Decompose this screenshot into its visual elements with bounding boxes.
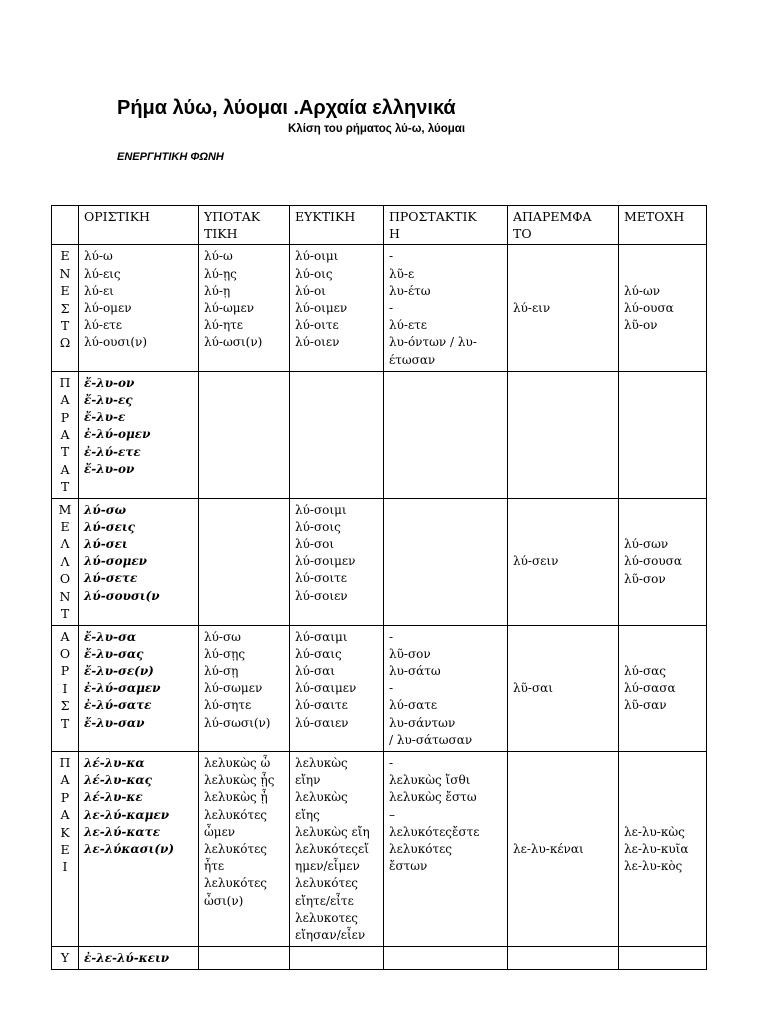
form-line: ὦσι(ν) — [204, 893, 244, 908]
form-line: λελυκότεςεἴ — [295, 841, 369, 856]
form-line: ἔ-λυ-ε — [84, 410, 126, 425]
tense-label-future — [52, 498, 79, 625]
form-line: - — [389, 681, 394, 696]
form-line: λύ-σουσι(ν — [84, 588, 160, 603]
tense-letter: Π — [59, 374, 71, 390]
form-line: – — [389, 807, 395, 822]
form-line: λελυκὼς ᾖ — [204, 790, 268, 805]
form-line: λύ-ειν — [513, 301, 551, 316]
form-line: λελυκότες — [204, 876, 268, 891]
form-line: λελυκότες — [295, 876, 359, 891]
form-line: λύ-οιμεν — [295, 301, 348, 316]
form-line: λύ-σοιμεν — [295, 554, 356, 569]
tense-label-perfect — [52, 751, 79, 946]
form-line: - — [389, 755, 394, 770]
tense-letter: Α — [60, 427, 70, 443]
page-subtitle: Κλίση του ρήματος λύ-ω, λύομαι — [288, 123, 466, 135]
form-line: ΜΕΤΟΧΗ — [624, 209, 685, 224]
form-line: - — [389, 301, 394, 316]
header-infinitive — [508, 206, 619, 245]
aorist-imperative — [384, 625, 508, 751]
form-line: λελυκοτες — [295, 910, 359, 925]
form-line: λύ-ῃ — [204, 283, 231, 298]
imperfect-indicative — [79, 371, 199, 498]
form-line: λύ-σας — [624, 663, 666, 678]
tense-letter: Ι — [62, 859, 68, 875]
form-line: λε-λύ-κατε — [84, 824, 161, 839]
row-perfect — [52, 751, 707, 946]
form-line: λύ-σαιμεν — [295, 681, 357, 696]
form-line: λύ-οιεν — [295, 335, 340, 350]
form-line: εἴητε/εἶτε — [295, 893, 354, 908]
form-line: εἴης — [295, 807, 320, 822]
form-line: ἔ-λυ-ον — [84, 375, 135, 390]
tense-label-present — [52, 245, 79, 371]
pluperfect-indicative — [79, 947, 199, 970]
form-line: λύ-σῃ — [204, 663, 239, 678]
form-line: λελυκὼς ᾖς — [204, 773, 275, 788]
form-line: λύ-ουσα — [624, 301, 674, 316]
form-line: λύ-σειν — [513, 554, 559, 569]
row-future — [52, 498, 707, 625]
form-line: λελυκότες — [389, 841, 453, 856]
tense-letter: Ν — [59, 265, 71, 281]
imperfect-participle — [619, 371, 707, 498]
present-imperative — [384, 245, 508, 371]
form-line: λύ-εις — [84, 266, 121, 281]
tense-letter: Ε — [60, 283, 70, 299]
tense-letter: Α — [60, 772, 70, 788]
header-participle — [619, 206, 707, 245]
form-line: λύ-ουσι(ν) — [84, 335, 148, 350]
form-line: λελυκὼς — [295, 755, 348, 770]
form-line: ἔ-λυ-σας — [84, 646, 144, 661]
future-participle — [619, 498, 707, 625]
form-line: λέ-λυ-κα — [84, 755, 145, 770]
tense-letter: Τ — [60, 479, 70, 495]
aorist-participle — [619, 625, 707, 751]
tense-letter: Ε — [60, 248, 70, 264]
perfect-subjunctive — [199, 751, 290, 946]
tense-label-imperfect — [52, 371, 79, 498]
form-line: λύ-ωμεν — [204, 301, 255, 316]
voice-heading: ΕΝΕΡΓΗΤΙΚΗ ΦΩΝΗ — [117, 151, 224, 163]
form-line: λύ-ων — [624, 283, 661, 298]
form-line: λῦ-ε — [389, 266, 415, 281]
form-line: λύ-σομεν — [84, 554, 147, 569]
form-line: λύ-σω — [204, 629, 241, 644]
form-line: λῦ-σον — [389, 646, 431, 661]
form-line: ἐ-λύ-ομεν — [84, 427, 151, 442]
row-pluperfect — [52, 947, 707, 970]
tense-label-pluperfect — [52, 947, 79, 970]
form-line: λύ-σοι — [295, 537, 335, 552]
form-line: λῦ-ον — [624, 318, 658, 333]
perfect-optative — [290, 751, 384, 946]
form-line: ημεν/εἶμεν — [295, 859, 360, 874]
aorist-subjunctive — [199, 625, 290, 751]
form-line: λύ-σαις — [295, 646, 342, 661]
form-line: λύ-οιμι — [295, 249, 339, 264]
form-line: ἐ-λε-λύ-κειν — [84, 951, 170, 966]
perfect-indicative — [79, 751, 199, 946]
form-line: / λυ-σάτωσαν — [389, 732, 473, 747]
perfect-participle — [619, 751, 707, 946]
header-imperative — [384, 206, 508, 245]
form-line: λύ-ῃς — [204, 266, 237, 281]
imperfect-subjunctive — [199, 371, 290, 498]
form-line: λύ-σαι — [295, 663, 335, 678]
form-line: λελυκότεςἔστε — [389, 824, 480, 839]
form-line: λε-λύκασι(ν) — [84, 841, 174, 856]
form-line: λελυκὼς ὦ — [204, 755, 271, 770]
form-line: λύ-σητε — [204, 698, 252, 713]
header-subjunctive — [199, 206, 290, 245]
future-optative — [290, 498, 384, 625]
tense-letter: Κ — [60, 824, 70, 840]
form-line: ἦτε — [204, 859, 225, 874]
imperfect-optative — [290, 371, 384, 498]
form-line: λυ-σάτω — [389, 663, 441, 678]
form-line: λύ-σατε — [389, 698, 438, 713]
form-line: λύ-σαιμι — [295, 629, 348, 644]
form-line: λύ-ει — [84, 283, 114, 298]
conjugation-table — [51, 205, 707, 970]
form-line: λύ-ω — [84, 249, 113, 264]
pluperfect-infinitive — [508, 947, 619, 970]
tense-letter: Τ — [60, 715, 70, 731]
form-line: λύ-οις — [295, 266, 333, 281]
present-optative — [290, 245, 384, 371]
page-title: Ρήμα λύω, λύομαι .Αρχαία ελληνικά — [117, 97, 456, 119]
form-line: ΤΙΚΗ — [204, 226, 238, 242]
form-line: λε-λυ-κὸς — [624, 859, 683, 874]
tense-letter: Ρ — [60, 409, 70, 425]
form-line: λύ-σουσα — [624, 554, 682, 569]
form-line: ἔ-λυ-σαν — [84, 715, 145, 730]
tense-letter: Τ — [60, 318, 70, 334]
form-line: λύ-σοιμι — [295, 502, 347, 517]
form-line: λύ-σω — [84, 502, 126, 517]
form-line: λύ-ομεν — [84, 301, 132, 316]
pluperfect-optative — [290, 947, 384, 970]
row-aorist — [52, 625, 707, 751]
tense-letter: Α — [60, 392, 70, 408]
form-line: λυ-σάντων — [389, 715, 456, 730]
form-line: λύ-ητε — [204, 318, 243, 333]
form-line: λέ-λυ-κας — [84, 773, 152, 788]
form-line: λελυκὼς ἴσθι — [389, 773, 471, 788]
perfect-imperative — [384, 751, 508, 946]
form-line: λύ-ωσι(ν) — [204, 335, 263, 350]
form-line: λύ-σει — [84, 537, 128, 552]
perfect-infinitive — [508, 751, 619, 946]
tense-letter: Ι — [62, 680, 68, 696]
form-line: ἔ-λυ-ες — [84, 393, 133, 408]
form-line: λελυκότες — [204, 841, 268, 856]
form-line: λύ-οιτε — [295, 318, 339, 333]
form-line: ἔ-λυ-σα — [84, 629, 137, 644]
present-participle — [619, 245, 707, 371]
form-line: λύ-σαιεν — [295, 715, 349, 730]
aorist-indicative — [79, 625, 199, 751]
form-line: λύ-σωμεν — [204, 681, 263, 696]
tense-letter: Σ — [60, 300, 70, 316]
form-line: λύ-ετε — [84, 318, 123, 333]
form-line: λύ-σῃς — [204, 646, 246, 661]
form-line: λε-λυ-κέναι — [513, 841, 584, 856]
tense-letter: Ο — [59, 645, 71, 661]
form-line: λελυκὼς — [295, 790, 348, 805]
header-optative — [290, 206, 384, 245]
form-line: λύ-ω — [204, 249, 233, 264]
form-line: ΟΡΙΣΤΙΚΗ — [84, 209, 150, 224]
form-line: ὦμεν — [204, 824, 236, 839]
tense-letter: Π — [59, 754, 71, 770]
tense-letter: Ρ — [60, 663, 70, 679]
aorist-infinitive — [508, 625, 619, 751]
form-line: λυ-όντων / λυ- — [389, 335, 477, 350]
form-line: λύ-σοιτε — [295, 571, 347, 586]
header-indicative — [79, 206, 199, 245]
form-line: λέ-λυ-κε — [84, 790, 143, 805]
tense-letter: Λ — [60, 553, 70, 569]
present-infinitive — [508, 245, 619, 371]
tense-letter: Ε — [60, 841, 70, 857]
form-line: εἴην — [295, 773, 321, 788]
tense-letter: Α — [60, 628, 70, 644]
form-line: λῦ-σαι — [513, 681, 553, 696]
future-subjunctive — [199, 498, 290, 625]
row-present — [52, 245, 707, 371]
form-line: λε-λυ-κὼς — [624, 824, 685, 839]
form-line: λύ-σεις — [84, 519, 135, 534]
header-row — [52, 206, 707, 245]
tense-letter: Α — [60, 807, 70, 823]
present-indicative — [79, 245, 199, 371]
imperfect-infinitive — [508, 371, 619, 498]
tense-letter: Σ — [60, 698, 70, 714]
form-line: λύ-σων — [624, 537, 669, 552]
tense-letter: Ν — [59, 588, 71, 604]
tense-letter: Μ — [58, 501, 72, 517]
tense-letter: Τ — [60, 606, 70, 622]
form-line: - — [389, 629, 394, 644]
form-line: ἐ-λύ-σαμεν — [84, 681, 161, 696]
form-line: ΠΡΟΣΤΑΚΤΙΚ — [389, 209, 477, 224]
future-indicative — [79, 498, 199, 625]
present-subjunctive — [199, 245, 290, 371]
pluperfect-imperative — [384, 947, 508, 970]
form-line: ΑΠΑΡΕΜΦΑ — [513, 209, 592, 224]
row-imperfect — [52, 371, 707, 498]
form-line: λύ-ετε — [389, 318, 428, 333]
tense-letter: Ω — [59, 335, 71, 351]
form-line: λελυκότες — [204, 807, 268, 822]
form-line: λῦ-σαν — [624, 698, 667, 713]
form-line: έτωσαν — [389, 352, 436, 367]
imperfect-imperative — [384, 371, 508, 498]
form-line: λύ-σαιτε — [295, 698, 348, 713]
form-line: λελυκὼς ἔστω — [389, 790, 477, 805]
form-line: ἔ-λυ-ον — [84, 461, 135, 476]
form-line: λύ-οι — [295, 283, 326, 298]
form-line: ἐ-λύ-ετε — [84, 444, 141, 459]
form-line: λε-λυ-κυῖα — [624, 841, 689, 856]
form-line: - — [389, 249, 394, 264]
aorist-optative — [290, 625, 384, 751]
future-infinitive — [508, 498, 619, 625]
form-line: ἐ-λύ-σατε — [84, 698, 152, 713]
form-line: λύ-σωσι(ν) — [204, 715, 271, 730]
future-imperative — [384, 498, 508, 625]
form-line: ΥΠΟΤΑΚ — [204, 209, 261, 224]
form-line: λύ-σασα — [624, 681, 676, 696]
tense-letter: Τ — [60, 444, 70, 460]
tense-label-aorist — [52, 625, 79, 751]
form-line: λῦ-σον — [624, 571, 666, 586]
form-line: λυ-έτω — [389, 283, 431, 298]
pluperfect-participle — [619, 947, 707, 970]
corner-cell — [52, 206, 79, 245]
form-line: λύ-σοις — [295, 519, 341, 534]
tense-letter: Ε — [60, 519, 70, 535]
tense-letter: Υ — [60, 950, 70, 966]
form-line: Η — [389, 226, 400, 242]
form-line: λε-λύ-καμεν — [84, 807, 170, 822]
form-line: λύ-σετε — [84, 571, 138, 586]
tense-letter: Ρ — [60, 789, 70, 805]
form-line: εἴησαν/εἶεν — [295, 927, 366, 942]
tense-letter: Λ — [60, 536, 70, 552]
tense-letter: Α — [60, 461, 70, 477]
tense-letter: Ο — [59, 571, 71, 587]
form-line: ΕΥΚΤΙΚΗ — [295, 209, 356, 224]
form-line: ΤΟ — [513, 226, 532, 242]
pluperfect-subjunctive — [199, 947, 290, 970]
form-line: λύ-σοιεν — [295, 588, 348, 603]
form-line: λελυκὼς εἴη — [295, 824, 370, 839]
form-line: ἔ-λυ-σε(ν) — [84, 663, 154, 678]
form-line: ἔστων — [389, 859, 428, 874]
